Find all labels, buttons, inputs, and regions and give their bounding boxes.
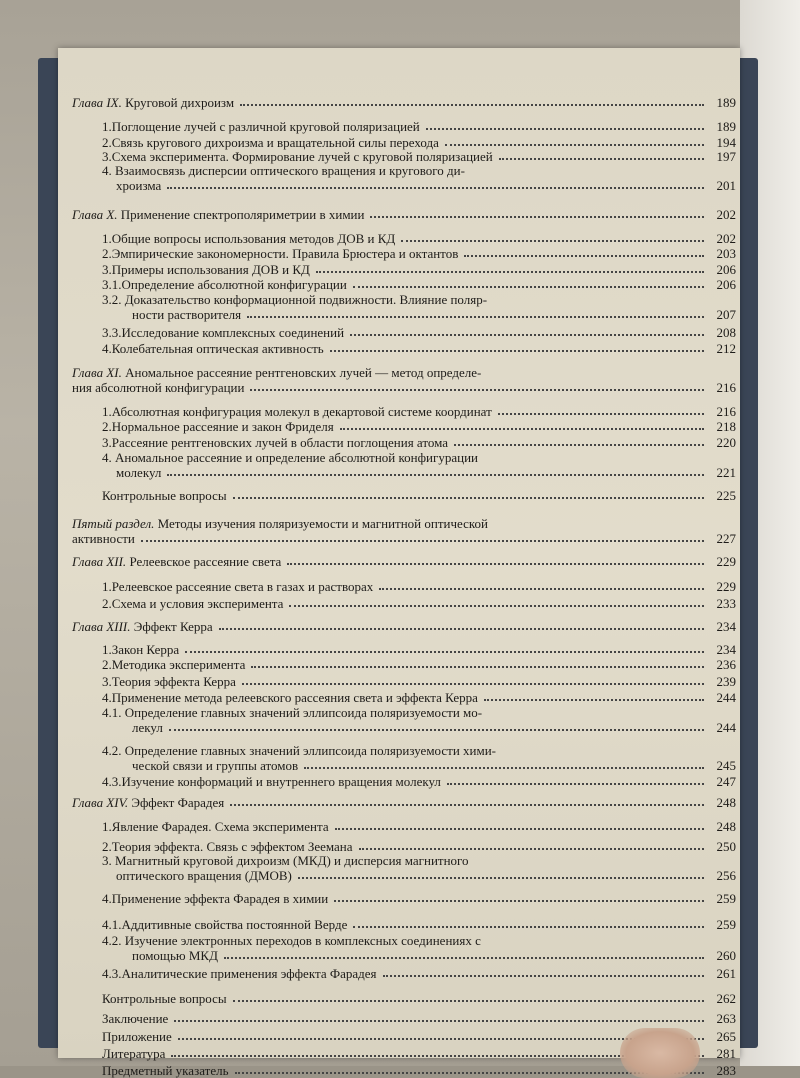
toc-entry: [102, 759, 736, 772]
toc-title: Предметный указатель: [102, 1063, 229, 1078]
toc-title: Явление Фарадея. Схема эксперимента: [111, 819, 329, 834]
toc-title: Схема и условия эксперимента: [111, 596, 284, 611]
toc-entry: [72, 96, 736, 109]
toc-entry: [72, 555, 736, 568]
toc-section-number: 4.: [102, 341, 112, 356]
toc-page-number: 245: [716, 758, 736, 773]
toc-title-continued: хроизма: [116, 178, 162, 193]
toc-page-number: 259: [716, 917, 736, 932]
toc-title: Абсолютная конфигурация молекул в декартовой системе координат: [111, 404, 492, 419]
toc-section-number: 4.3.: [102, 774, 122, 789]
toc-entry-line: [102, 854, 469, 867]
toc-entry-line: [102, 293, 487, 306]
dot-leader: [335, 827, 704, 830]
dot-leader: [224, 956, 704, 959]
toc-page-number: 260: [716, 948, 736, 963]
toc-title: Круговой дихроизм: [121, 95, 235, 110]
toc-entry: [102, 967, 736, 980]
toc-entry: [102, 820, 736, 833]
toc-title: Контрольные вопросы: [102, 991, 227, 1006]
toc-entry: [102, 436, 736, 449]
dot-leader: [219, 627, 704, 630]
toc-title-continued: ния абсолютной конфигурации: [72, 380, 245, 395]
toc-title-continued: лекул: [132, 720, 163, 735]
dot-leader: [167, 186, 704, 189]
toc-entry: [102, 643, 736, 656]
toc-entry: [102, 675, 736, 688]
toc-section-number: 3.: [102, 435, 112, 450]
toc-title: Рассеяние рентгеновских лучей в области поглощения атома: [111, 435, 449, 450]
toc-section-number: 3.: [102, 149, 112, 164]
toc-entry: [102, 466, 736, 479]
toc-title: Литература: [102, 1046, 166, 1061]
dot-leader: [169, 728, 704, 731]
dot-leader: [359, 847, 704, 850]
toc-page-number: 202: [716, 207, 736, 222]
toc-title-continued: помощью МКД: [132, 948, 218, 963]
toc-page-number: 216: [716, 404, 736, 419]
toc-title: Релеевское рассеяние света: [126, 554, 282, 569]
toc-page-number: 227: [716, 531, 736, 546]
toc-section-number: 4.2.: [102, 743, 122, 758]
dot-leader: [233, 999, 704, 1002]
toc-title: Нормальное рассеяние и закон Фриделя: [111, 419, 334, 434]
toc-title: Применение спектрополяриметрии в химии: [117, 207, 365, 222]
toc-page-number: 203: [716, 246, 736, 261]
toc-page-number: 265: [716, 1029, 736, 1044]
toc-title: Связь кругового дихроизма и вращательной силы перехода: [111, 135, 439, 150]
toc-title-continued: молекул: [116, 465, 162, 480]
toc-section-number: 2.: [102, 596, 112, 611]
toc-entry: [102, 263, 736, 276]
toc-page-number: 189: [716, 95, 736, 110]
toc-page-number: 221: [716, 465, 736, 480]
toc-entry: [72, 381, 736, 394]
dot-leader: [353, 285, 704, 288]
toc-entry: [102, 405, 736, 418]
toc-page-number: 259: [716, 891, 736, 906]
dot-leader: [233, 496, 704, 499]
toc-entry: [102, 1012, 736, 1025]
toc-page-number: 248: [716, 795, 736, 810]
toc-page-number: 206: [716, 262, 736, 277]
toc-page-number: 234: [716, 642, 736, 657]
toc-entry: [102, 232, 736, 245]
toc-title: Определение главных значений эллипсоида поляризуемости мо-: [124, 705, 483, 720]
toc-entry-line: [102, 451, 478, 464]
dot-leader: [304, 766, 704, 769]
toc-entry: [102, 278, 736, 291]
book-page: [58, 48, 740, 1061]
toc-page-number: 216: [716, 380, 736, 395]
toc-section-number: 1.: [102, 819, 112, 834]
dot-leader: [484, 698, 704, 701]
dot-leader: [498, 412, 704, 415]
toc-title: Взаимосвязь дисперсии оптического вращения и кругового ди-: [115, 163, 465, 178]
toc-entry: [102, 892, 736, 905]
toc-section-number: 2.: [102, 839, 112, 854]
toc-chapter-label: Глава XII.: [72, 554, 127, 569]
dot-leader: [167, 473, 704, 476]
dot-leader: [401, 239, 704, 242]
toc-title: Применение эффекта Фарадея в химии: [111, 891, 329, 906]
toc-title: Исследование комплексных соединений: [121, 325, 345, 340]
toc-title: Эффект Керра: [130, 619, 213, 634]
toc-page-number: 250: [716, 839, 736, 854]
toc-page-number: 256: [716, 868, 736, 883]
toc-section-number: 2.: [102, 657, 112, 672]
toc-section-number: 2.: [102, 135, 112, 150]
toc-title: Изучение конформаций и внутреннего вращения молекул: [121, 774, 441, 789]
toc-page-number: 262: [716, 991, 736, 1006]
toc-title: Аддитивные свойства постоянной Верде: [121, 917, 348, 932]
toc-title: Приложение: [102, 1029, 172, 1044]
toc-title: Заключение: [102, 1011, 169, 1026]
toc-title: Общие вопросы использования методов ДОВ и КД: [111, 231, 396, 246]
dot-leader: [174, 1019, 704, 1022]
dot-leader: [499, 157, 704, 160]
toc-entry-line: [72, 517, 488, 530]
toc-section-number: 4.: [102, 450, 112, 465]
toc-title: Схема эксперимента. Формирование лучей с круговой поляризацией: [111, 149, 493, 164]
toc-entry: [102, 658, 736, 671]
toc-section-number: 3.: [102, 853, 112, 868]
toc-title: Определение главных значений эллипсоида поляризуемости хими-: [124, 743, 496, 758]
dot-leader: [353, 925, 704, 928]
toc-page-number: 263: [716, 1011, 736, 1026]
toc-section-number: 2.: [102, 246, 112, 261]
toc-entry: [102, 136, 736, 149]
toc-entry-line: [72, 366, 481, 379]
toc-entry: [72, 208, 736, 221]
toc-title: Аномальное рассеяние и определение абсолютной конфигурации: [115, 450, 478, 465]
toc-page-number: 236: [716, 657, 736, 672]
toc-title: Определение абсолютной конфигурации: [121, 277, 347, 292]
toc-title: Применение метода релеевского рассеяния света и эффекта Керра: [111, 690, 478, 705]
toc-entry: [102, 247, 736, 260]
toc-entry: [102, 840, 736, 853]
toc-chapter-label: Пятый раздел.: [72, 516, 155, 531]
toc-page-number: 248: [716, 819, 736, 834]
toc-title-continued: ности растворителя: [132, 307, 242, 322]
dot-leader: [247, 315, 704, 318]
toc-page-number: 207: [716, 307, 736, 322]
toc-title: Поглощение лучей с различной круговой поляризацией: [111, 119, 420, 134]
toc-entry: [102, 120, 736, 133]
toc-entry: [72, 796, 736, 809]
toc-chapter-label: Глава XI.: [72, 365, 122, 380]
dot-leader: [316, 270, 704, 273]
toc-chapter-label: Глава X.: [72, 207, 118, 222]
toc-section-number: 4.3.: [102, 966, 122, 981]
toc-section-number: 2.: [102, 419, 112, 434]
toc-page-number: 244: [716, 720, 736, 735]
toc-chapter-label: Глава XIII.: [72, 619, 131, 634]
toc-page-number: 189: [716, 119, 736, 134]
toc-section-number: 4.: [102, 163, 112, 178]
toc-page-number: 206: [716, 277, 736, 292]
toc-page-number: 233: [716, 596, 736, 611]
toc-page-number: 244: [716, 690, 736, 705]
toc-page-number: 197: [716, 149, 736, 164]
dot-leader: [330, 349, 704, 352]
dot-leader: [379, 587, 704, 590]
toc-title: Магнитный круговой дихроизм (МКД) и дисперсия магнитного: [115, 853, 469, 868]
toc-chapter-label: Глава IX.: [72, 95, 122, 110]
toc-title: Аналитические применения эффекта Фарадея: [121, 966, 377, 981]
dot-leader: [230, 803, 704, 806]
toc-title: Колебательная оптическая активность: [111, 341, 324, 356]
dot-leader: [240, 103, 704, 106]
dot-leader: [242, 682, 704, 685]
dot-leader: [185, 650, 704, 653]
toc-title: Методика эксперимента: [111, 657, 246, 672]
toc-section-number: 3.1.: [102, 277, 122, 292]
toc-section-number: 4.1.: [102, 917, 122, 932]
toc-section-number: 3.: [102, 674, 112, 689]
toc-page-number: 234: [716, 619, 736, 634]
toc-entry: [72, 620, 736, 633]
dot-leader: [340, 427, 704, 430]
toc-entry: [102, 150, 736, 163]
toc-entry-line: [102, 164, 465, 177]
toc-entry: [102, 326, 736, 339]
toc-page-number: 225: [716, 488, 736, 503]
dot-leader: [426, 127, 704, 130]
toc-entry: [102, 342, 736, 355]
toc-page-number: 239: [716, 674, 736, 689]
toc-entry: [102, 597, 736, 610]
toc-title: Эффект Фарадея: [128, 795, 225, 810]
dot-leader: [350, 333, 704, 336]
toc-entry-line: [102, 744, 496, 757]
toc-page-number: 229: [716, 554, 736, 569]
toc-title: Аномальное рассеяние рентгеновских лучей — метод определе-: [121, 365, 482, 380]
toc-entry: [102, 420, 736, 433]
toc-page-number: 247: [716, 774, 736, 789]
toc-page-number: 229: [716, 579, 736, 594]
dot-leader: [334, 899, 704, 902]
toc-page-number: 218: [716, 419, 736, 434]
dot-leader: [287, 562, 704, 565]
toc-title: Изучение электронных переходов в комплексных соединениях с: [124, 933, 481, 948]
toc-section-number: 1.: [102, 579, 112, 594]
toc-title: Методы изучения поляризуемости и магнитной оптической: [154, 516, 488, 531]
toc-entry: [102, 992, 736, 1005]
toc-section-number: 1.: [102, 119, 112, 134]
toc-entry: [72, 532, 736, 545]
toc-title: Примеры использования ДОВ и КД: [111, 262, 310, 277]
toc-section-number: 3.2.: [102, 292, 122, 307]
finger: [620, 1028, 700, 1078]
toc-entry: [102, 580, 736, 593]
toc-title-continued: ческой связи и группы атомов: [132, 758, 299, 773]
toc-page-number: 261: [716, 966, 736, 981]
toc-section-number: 4.: [102, 690, 112, 705]
toc-section-number: 4.1.: [102, 705, 122, 720]
toc-page-number: 283: [716, 1063, 736, 1078]
toc-page-number: 194: [716, 135, 736, 150]
toc-page-number: 201: [716, 178, 736, 193]
toc-title: Закон Керра: [111, 642, 180, 657]
dot-leader: [141, 539, 704, 542]
toc-title: Эмпирические закономерности. Правила Брюстера и октантов: [111, 246, 459, 261]
toc-title: Релеевское рассеяние света в газах и растворах: [111, 579, 374, 594]
dot-leader: [250, 388, 704, 391]
dot-leader: [454, 443, 704, 446]
toc-entry: [102, 308, 736, 321]
toc-chapter-label: Глава XIV.: [72, 795, 129, 810]
toc-page-number: 208: [716, 325, 736, 340]
toc-entry: [102, 721, 736, 734]
dot-leader: [383, 974, 704, 977]
toc-entry: [102, 691, 736, 704]
toc-section-number: 3.: [102, 262, 112, 277]
dot-leader: [445, 143, 704, 146]
toc-entry: [102, 179, 736, 192]
dot-leader: [289, 604, 704, 607]
toc-entry: [102, 949, 736, 962]
toc-section-number: 4.2.: [102, 933, 122, 948]
toc-entry: [102, 869, 736, 882]
toc-entry-line: [102, 934, 481, 947]
dot-leader: [464, 254, 704, 257]
toc-section-number: 1.: [102, 404, 112, 419]
toc-title: Теория эффекта Керра: [111, 674, 236, 689]
toc-page-number: 202: [716, 231, 736, 246]
toc-page-number: 281: [716, 1046, 736, 1061]
toc-entry-line: [102, 706, 482, 719]
dot-leader: [447, 782, 704, 785]
toc-section-number: 4.: [102, 891, 112, 906]
toc-page-number: 212: [716, 341, 736, 356]
dot-leader: [298, 876, 704, 879]
toc-section-number: 1.: [102, 642, 112, 657]
toc-title: Доказательство конформационной подвижности. Влияние поляр-: [124, 292, 488, 307]
toc-page-number: 220: [716, 435, 736, 450]
toc-title-continued: оптического вращения (ДМОВ): [116, 868, 292, 883]
toc-title-continued: активности: [72, 531, 135, 546]
toc-title: Контрольные вопросы: [102, 488, 227, 503]
toc-section-number: 1.: [102, 231, 112, 246]
toc-entry: [102, 775, 736, 788]
toc-entry: [102, 918, 736, 931]
dot-leader: [370, 215, 704, 218]
toc-entry: [102, 489, 736, 502]
toc-title: Теория эффекта. Связь с эффектом Зеемана: [111, 839, 353, 854]
dot-leader: [251, 665, 704, 668]
toc-section-number: 3.3.: [102, 325, 122, 340]
